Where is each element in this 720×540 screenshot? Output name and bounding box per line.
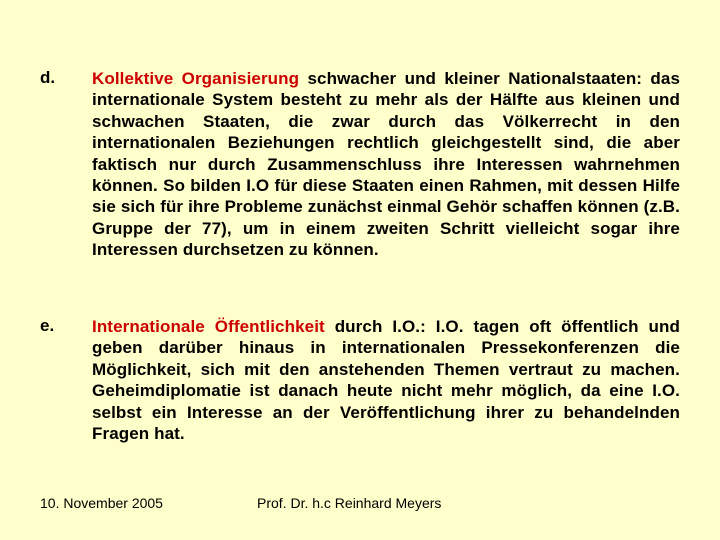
- item-text: [92, 68, 680, 261]
- list-item-e: [40, 316, 680, 444]
- item-marker: d.: [40, 68, 56, 87]
- item-text: [92, 316, 680, 444]
- item-body: schwacher und kleiner Nationalstaaten: das internationale System besteht zu mehr als der Hälfte aus kleinen und schwachen Staaten, die zwar durch das Völkerrecht in den internationalen Beziehungen rechtlich gleichgestellt sind, die aber faktisch nur durch Zusammenschluss ihre Interessen wahrnehmen können. So bilden I.O für diese Staaten einen Rahmen, mit dessen Hilfe sie sich für ihre Probleme zunächst einmal Gehör schaffen können (z.B. Gruppe der 77), um in einem zweiten Schritt vielleicht sogar ihre Interessen durchsetzen zu können.: [92, 69, 680, 260]
- item-term: Kollektive Organisierung: [92, 69, 300, 88]
- item-term: Internationale Öffentlichkeit: [92, 317, 325, 336]
- item-marker: e.: [40, 316, 55, 335]
- item-body: durch I.O.: I.O. tagen oft öffentlich und geben darüber hinaus in internationalen Pressekonferenzen die Möglichkeit, sich mit den anstehenden Themen vertraut zu machen. Geheimdiplomatie ist danach heute nicht mehr möglich, da eine I.O. selbst ein Interesse an der Veröffentlichung ihrer zu behandelnden Fragen hat.: [92, 317, 680, 444]
- list-item-d: [40, 68, 680, 261]
- footer-date: 10. November 2005: [40, 495, 163, 511]
- footer-author: Prof. Dr. h.c Reinhard Meyers: [257, 495, 442, 511]
